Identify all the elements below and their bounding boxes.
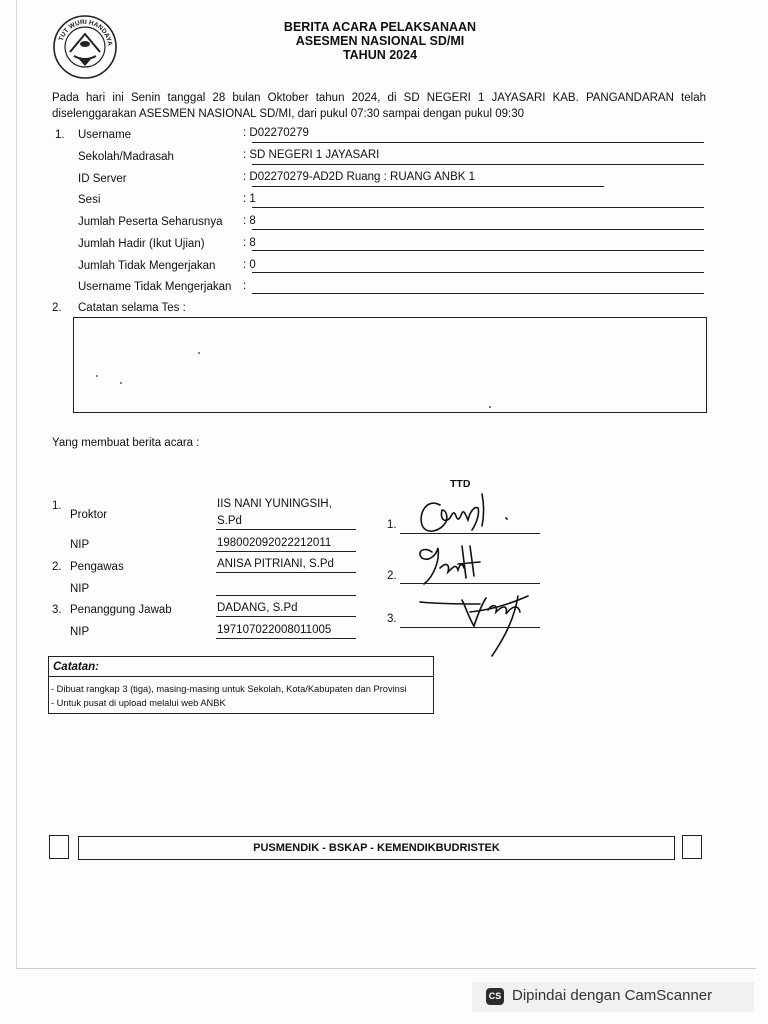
footer-checkbox-right	[682, 835, 702, 859]
sheet-edge	[16, 0, 17, 968]
signer-number: 1.	[52, 500, 62, 512]
scan-speck	[198, 352, 200, 354]
underline	[216, 572, 356, 573]
signature-number: 2.	[387, 570, 397, 582]
scan-speck	[489, 406, 491, 408]
catatan-line-2: - Untuk pusat di upload melalui web ANBK	[51, 698, 226, 708]
underline	[216, 529, 356, 530]
signer-name-proktor: IIS NANI YUNINGSIH,	[217, 498, 332, 510]
footer-checkbox-left	[49, 835, 69, 859]
intro-line-2: diselenggarakan ASESMEN NASIONAL SD/MI, dari pukul 07:30 sampai dengan pukul 09:30	[52, 108, 524, 120]
field-value-sesi: : 1	[243, 193, 256, 205]
field-value-username-tidak-mengerjakan: :	[243, 280, 247, 292]
field-label-username: Username	[78, 129, 132, 141]
sheet-edge	[16, 968, 756, 969]
underline	[216, 595, 356, 596]
underline	[216, 616, 356, 617]
signer-name-pengawas: ANISA PITRIANI, S.Pd	[217, 558, 334, 570]
catatan-box	[48, 656, 434, 714]
footer-banner: PUSMENDIK - BSKAP - KEMENDIKBUDRISTEK	[78, 836, 675, 860]
signature-number: 1.	[387, 519, 397, 531]
signature-2	[420, 546, 480, 584]
tut-wuri-handayani-logo	[52, 14, 118, 80]
scan-speck	[120, 382, 122, 384]
signature-1	[421, 494, 507, 531]
signer-name-proktor-2: S.Pd	[217, 515, 242, 527]
camscanner-watermark	[472, 982, 754, 1012]
field-label-id-server: ID Server	[78, 173, 127, 185]
signer-role-proktor: Proktor	[70, 509, 108, 521]
document-title	[220, 20, 540, 62]
intro-line-1: Pada hari ini Senin tanggal 28 bulan Oktober tahun 2024, di SD NEGERI 1 JAYASARI KAB. PANGANDARAN telah	[52, 92, 706, 104]
signature-number: 3.	[387, 613, 397, 625]
signer-nip-penanggung-jawab: 197107022008011005	[217, 624, 332, 636]
field-label-username-tidak-mengerjakan: Username Tidak Mengerjakan	[78, 281, 232, 293]
field-label-jumlah-hadir: Jumlah Hadir (Ikut Ujian)	[78, 238, 205, 250]
field-value-jumlah-peserta: : 8	[243, 215, 256, 227]
nip-label: NIP	[70, 626, 90, 638]
underline	[252, 142, 704, 143]
intro-paragraph	[52, 90, 706, 122]
notes-box	[73, 317, 707, 413]
title-line-2: ASESMEN NASIONAL SD/MI	[295, 34, 465, 48]
section-2-number: 2.	[52, 302, 62, 314]
signer-name-penanggung-jawab: DADANG, S.Pd	[217, 602, 298, 614]
underline	[252, 293, 704, 294]
ttd-label: TTD	[450, 478, 471, 490]
field-value-username: : D02270279	[243, 127, 309, 139]
field-label-sesi: Sesi	[78, 194, 101, 206]
camscanner-label: Dipindai dengan CamScanner	[512, 987, 713, 1004]
section-2-label: Catatan selama Tes :	[78, 302, 186, 314]
nip-label: NIP	[70, 539, 90, 551]
field-value-jumlah-hadir: : 8	[243, 237, 256, 249]
signer-number: 3.	[52, 604, 62, 616]
underline	[252, 186, 604, 187]
underline	[252, 207, 704, 208]
signatures	[400, 480, 540, 660]
field-value-tidak-mengerjakan: : 0	[243, 259, 256, 271]
underline	[252, 229, 704, 230]
signers-heading: Yang membuat berita acara :	[52, 437, 200, 449]
section-1-number: 1.	[55, 129, 65, 141]
underline	[252, 250, 704, 251]
camscanner-icon: CS	[486, 988, 504, 1005]
scan-speck	[96, 375, 98, 377]
svg-text:TUT WURI HANDAYANI: TUT WURI HANDAYA	[57, 18, 114, 47]
underline	[252, 272, 704, 273]
field-label-tidak-mengerjakan: Jumlah Tidak Mengerjakan	[78, 260, 216, 272]
nip-label: NIP	[70, 583, 90, 595]
catatan-line-1: - Dibuat rangkap 3 (tiga), masing-masing untuk Sekolah, Kota/Kabupaten dan Provinsi	[51, 684, 407, 694]
title-line-1: BERITA ACARA PELAKSANAAN	[283, 20, 477, 34]
signer-role-penanggung-jawab: Penanggung Jawab	[70, 604, 172, 616]
field-label-jumlah-peserta: Jumlah Peserta Seharusnya	[78, 216, 223, 228]
catatan-heading: Catatan:	[49, 657, 433, 677]
field-value-id-server: : D02270279-AD2D Ruang : RUANG ANBK 1	[243, 171, 476, 183]
field-value-school: : SD NEGERI 1 JAYASARI	[243, 149, 380, 161]
underline	[216, 638, 356, 639]
field-label-school: Sekolah/Madrasah	[78, 151, 174, 163]
underline	[216, 551, 356, 552]
signer-nip-proktor: 198002092022212011	[217, 537, 332, 549]
signer-role-pengawas: Pengawas	[70, 561, 124, 573]
signature-3	[420, 596, 528, 656]
title-line-3: TAHUN 2024	[342, 48, 418, 62]
signer-number: 2.	[52, 561, 62, 573]
underline	[252, 164, 704, 165]
